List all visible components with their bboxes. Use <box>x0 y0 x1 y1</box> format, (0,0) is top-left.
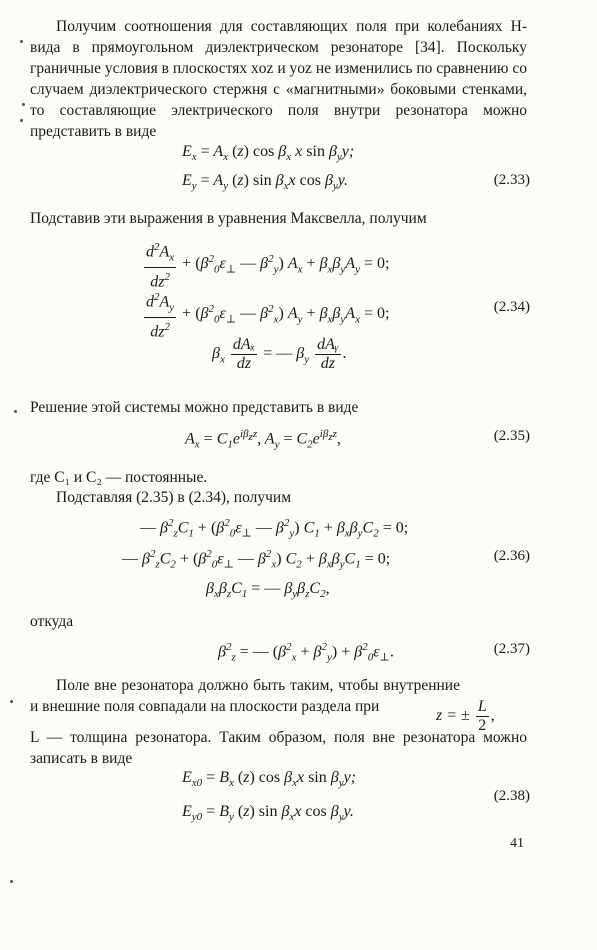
fraction-numerator: dAₓ <box>232 336 256 353</box>
equation-number: (2.37) <box>493 641 530 657</box>
scan-speck <box>22 103 25 106</box>
scan-speck <box>14 410 17 413</box>
paragraph-substitution: Подставив эти выражения в уравнения Максвелла, получим <box>30 210 427 227</box>
paragraph-outside-field: Поле вне резонатора должно быть таким, чтобы внутренние и внешние поля совпадали на плоскости раздела при <box>30 677 460 715</box>
fraction-numerator: dAᵧ <box>317 336 339 353</box>
paragraph-substituting: Подставляя (2.35) в (2.34), получим <box>56 489 292 506</box>
page-number: 41 <box>510 836 524 851</box>
scan-speck <box>10 700 13 703</box>
equation-2-33b: $E_y = A_y$ (z) $\sin \beta_xx$ $\cos \beta_yy$. (2.33) <box>182 172 530 193</box>
boundary-condition: z = ± $\frac{L}{2}$ , <box>436 698 495 734</box>
fraction-denominator: dz <box>320 355 335 372</box>
equation-number: (2.33) <box>493 172 530 188</box>
equation-2-37: $\beta^2_z$ = — $(\beta^2_x + \beta^2_y) + \beta^2_0\varepsilon_\perp$. (2.37) <box>218 641 530 664</box>
boundary-expression: z = ± <box>436 707 470 725</box>
scan-speck <box>20 119 23 122</box>
paragraph-solution: Решение этой системы можно представить в виде <box>30 399 359 416</box>
equation-2-33a: $E_x = A_x$ (z) $\cos \beta_x$ x $\sin \beta_yy$; <box>182 143 355 164</box>
equation-number: (2.34) <box>493 299 530 315</box>
fraction-denominator: dz <box>236 355 252 372</box>
equation-number: (2.36) <box>493 548 530 564</box>
paragraph-whence: откуда <box>30 613 74 630</box>
equation-number: (2.35) <box>493 428 530 444</box>
equation-number: (2.38) <box>493 788 530 804</box>
equation-2-34c: $\beta_x$ $\frac{\text{dAₓ}}{dz}$ = — $\beta_y$ $\frac{\text{dAᵧ}}{dz}$ . <box>212 336 347 372</box>
equation-2-34a: $\frac{d^2A_x}{dz^2}$ + ($\beta^2_0\varepsilon_\perp$ — $\beta^2_y$) $A_x + \beta_x\beta_yA_y = 0$; <box>30 238 530 280</box>
equation-2-35: $A_x = C_1e^{i\beta_zz}$, $A_y = C_2e^{i\beta_zz}$, (2.35) <box>185 428 530 451</box>
equation-2-36b: — $\beta^2_zC_2 + (\beta^2_0\varepsilon_\perp$ — $\beta^2_x$) $C_2 + \beta_x\beta_yC_1 = 0$; (2.36) <box>122 548 530 571</box>
scan-speck <box>10 880 13 883</box>
paragraph-thickness: L — толщина резонатора. Таким образом, поля вне резонатора можно записать в виде <box>30 729 527 767</box>
equation-2-38b: $E_{y0} = B_y$ (z) $\sin \beta_xx$ $\cos \beta_yy$. <box>182 803 354 824</box>
equation-2-38a: $E_{x0} = B_x$ (z) $\cos \beta_xx$ $\sin \beta_yy$; <box>182 769 357 790</box>
equation-2-36a: — $\beta^2_zC_1 + (\beta^2_0\varepsilon_\perp$ — $\beta^2_y$) $C_1 + \beta_x\beta_yC_2 = 0$; <box>140 517 409 540</box>
scan-speck <box>20 40 23 43</box>
equation-2-34b: $\frac{d^2A_y}{dz^2}$ + ($\beta^2_0\varepsilon_\perp$ — $\beta^2_x$) $A_y + \beta_x\beta_yA_x = 0$; (2.34) <box>30 288 530 330</box>
paragraph-constants: где C₁ и C₂ — постоянные. <box>30 469 208 486</box>
equation-2-36c: $\beta_x\beta_zC_1$ = — $\beta_y\beta_zC_2$, <box>206 580 330 601</box>
paragraph-intro: Получим соотношения для составляющих поля при колебаниях H-вида в прямоугольном диэлектрическом резонаторе [34]. Поскольку граничные условия в плоскостях xoz и yoz не изменились по сравнению со случаем диэлектрического стержня с «магнитными» боковыми стенками, то составляющие электрического поля внутри резонатора можно представить в виде <box>30 18 527 140</box>
